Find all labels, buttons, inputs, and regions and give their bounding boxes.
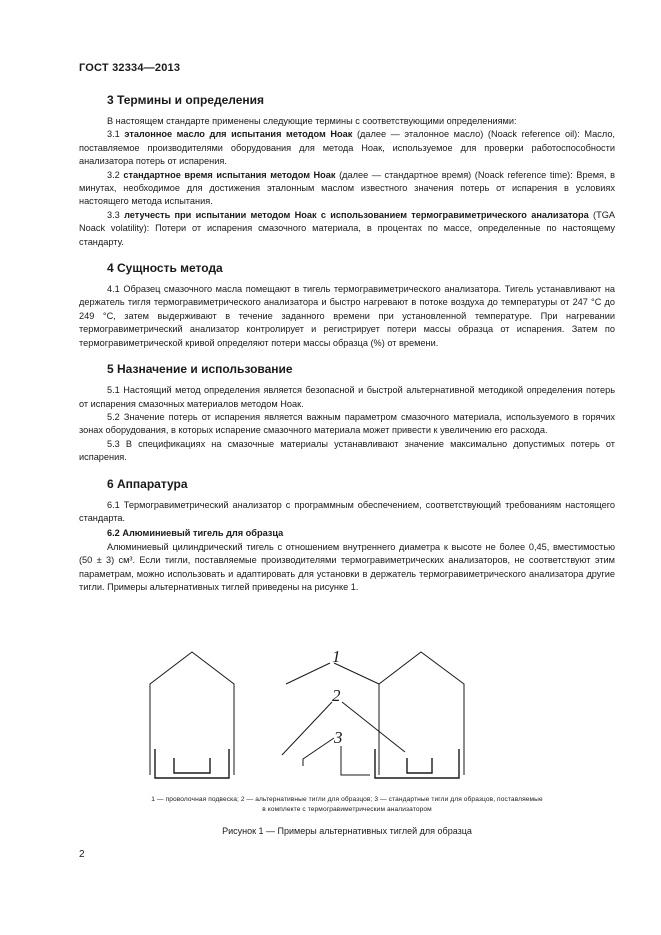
figure-legend-line-2: в комплекте с термогравиметрическим анализатором xyxy=(262,806,432,813)
term-3-3-number: 3.3 xyxy=(107,209,120,220)
term-3-2-number: 3.2 xyxy=(107,169,120,180)
section-3-intro: В настоящем стандарте применены следующие термины с соответствующими определениями: xyxy=(107,116,517,126)
leader-2-right xyxy=(342,702,405,752)
section-6-title: 6 Аппаратура xyxy=(107,476,188,491)
callout-2: 2 xyxy=(332,686,341,705)
left-standard-crucible xyxy=(174,758,210,773)
section-4-title: 4 Сущность метода xyxy=(107,261,223,276)
figure-legend xyxy=(79,795,615,815)
section-5-paragraph-2: 5.2 Значение потерь от испарения является важным параметром смазочного материала, используемого в горячих зонах оборудования, в которых испарение смазочного материала может привести к увеличению его расхода. xyxy=(79,411,615,436)
term-3-2-name: стандартное время испытания методом Ноак xyxy=(123,169,336,180)
term-3-3-name: летучесть при испытании методом Ноак с использованием термогравиметрического анализатора xyxy=(124,209,589,220)
figure-caption: Рисунок 1 — Примеры альтернативных тиглей для образца xyxy=(222,826,472,836)
document-id-header: ГОСТ 32334—2013 xyxy=(79,62,181,74)
section-6-2-paragraph: Алюминиевый цилиндрический тигель с отношением внутреннего диаметра к высоте не более 0,45, вместимостью (50 ± 3) см³. Если тигли, поставляемые производителями термогравиметрических анализаторов, не соответствуют этим параметрам, можно использовать и адаптировать для установки в держатель термогравиметрического анализатора другие тигли. Примеры альтернативных тиглей приведены на рисунке 1. xyxy=(79,541,615,592)
left-wire-hanger xyxy=(150,652,234,775)
section-5-title: 5 Назначение и использование xyxy=(107,362,293,377)
section-5-paragraph-1: 5.1 Настоящий метод определения является безопасной и быстрой альтернативной методикой определения потерь от испарения смазочных материалов методом Ноак. xyxy=(79,385,615,409)
page-number: 2 xyxy=(79,849,85,860)
term-3-1 xyxy=(79,128,615,168)
right-wire-hanger xyxy=(379,652,464,775)
figure-legend-line-1: 1 — проволочная подвеска; 2 — альтернативные тигли для образцов; 3 — стандартные тигли для образцов, поставляемые xyxy=(151,796,543,803)
section-4-paragraph-1: 4.1 Образец смазочного масла помещают в тигель термогравиметрического анализатора. Тигель устанавливают на держатель тигля термогравиметрического анализатора и быстро нагревают в потоке воздуха до температуры от 247 °С до 249 °С, затем выдерживают в течение заданного времени при установленной температуре. При нагревании термогравиметрический анализатор контролирует и регистрирует потери массы образца от испарения. Затем по термогравиметрической кривой определяют потери массы образца (%) от времени. xyxy=(79,284,615,348)
crucible-drawing xyxy=(79,646,615,786)
crucible-figure xyxy=(79,646,615,786)
section-5-paragraph-3: 5.3 В спецификациях на смазочные материалы устанавливают значение максимально допустимых потерь от испарения. xyxy=(79,438,615,463)
callout-3: 3 xyxy=(334,728,343,747)
term-3-1-number: 3.1 xyxy=(107,129,120,140)
leader-1-right xyxy=(334,663,379,684)
leader-3-right xyxy=(341,746,370,775)
term-3-3-definition: (TGA Noack volatility): Потери от испарения смазочного материала, в процентах по массе, определенные по настоящему стандарту. xyxy=(79,209,615,247)
document-body xyxy=(79,92,615,594)
leader-1-left xyxy=(286,663,330,684)
term-3-2 xyxy=(79,169,615,209)
section-6-2-subtitle: 6.2 Алюминиевый тигель для образца xyxy=(107,528,284,539)
callout-1: 1 xyxy=(332,647,341,666)
term-3-3 xyxy=(79,209,615,249)
term-3-1-name: эталонное масло для испытания методом Ноак xyxy=(124,129,353,140)
leader-3-left xyxy=(303,738,334,766)
right-standard-crucible xyxy=(407,758,432,773)
leader-2-left xyxy=(282,702,332,755)
term-3-1-definition: (далее — эталонное масло) (Noack reference oil): Масло, поставляемое производителями оборудования для метода Ноак, используемое для проверки работоспособности анализатора потерь от испарения. xyxy=(79,129,615,167)
term-3-2-definition: (далее — стандартное время) (Noack reference time): Время, в минутах, необходимое для достижения эталонным маслом известного значения потерь от испарения в условиях настоящего метода испытания. xyxy=(79,169,615,207)
section-6-paragraph-1: 6.1 Термогравиметрический анализатор с программным обеспечением, соответствующий требованиям настоящего стандарта. xyxy=(79,499,615,523)
section-3-title: 3 Термины и определения xyxy=(107,93,265,107)
